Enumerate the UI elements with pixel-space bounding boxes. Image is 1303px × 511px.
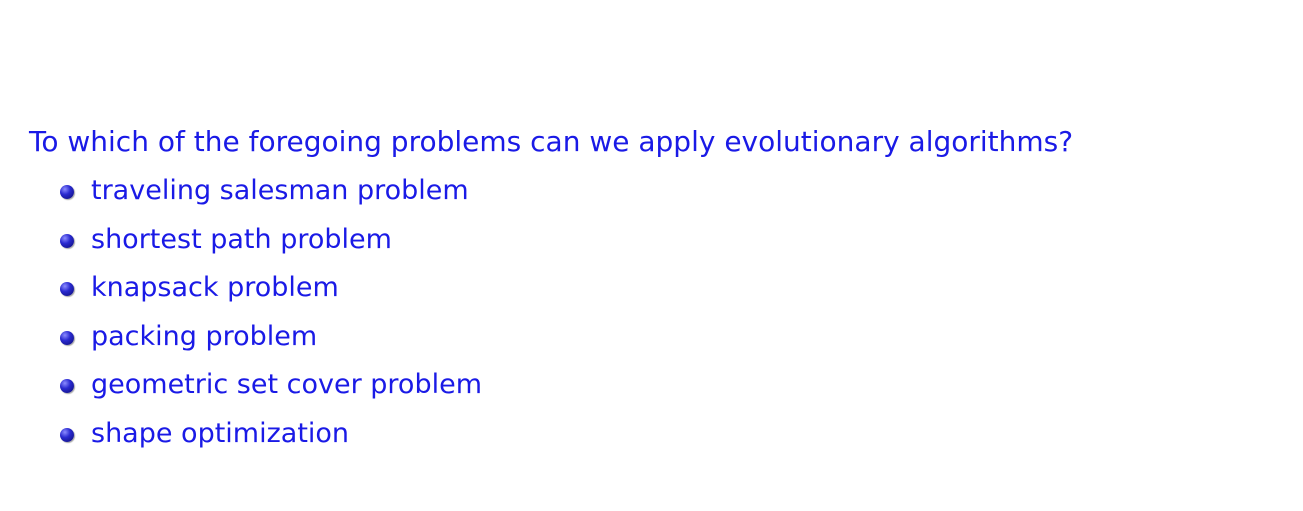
list-item-label: shape optimization [91, 417, 350, 449]
bullet-icon [60, 234, 74, 248]
list-item [60, 367, 482, 416]
list-item-label: packing problem [91, 320, 318, 352]
list-item [60, 173, 482, 222]
bullet-icon [60, 185, 74, 199]
list-item [60, 319, 482, 368]
bullet-icon [60, 428, 74, 442]
list-item [60, 222, 482, 271]
list-item [60, 270, 482, 319]
problem-list [60, 173, 482, 464]
list-item-label: traveling salesman problem [91, 175, 469, 206]
question-text: To which of the foregoing problems can we apply evolutionary algorithms? [29, 125, 1074, 158]
list-item-label: shortest path problem [91, 223, 392, 255]
list-item-label: geometric set cover problem [91, 369, 482, 400]
list-item [60, 416, 482, 465]
bullet-icon [60, 379, 74, 393]
list-item-label: knapsack problem [91, 272, 339, 303]
bullet-icon [60, 331, 74, 345]
bullet-icon [60, 282, 74, 296]
